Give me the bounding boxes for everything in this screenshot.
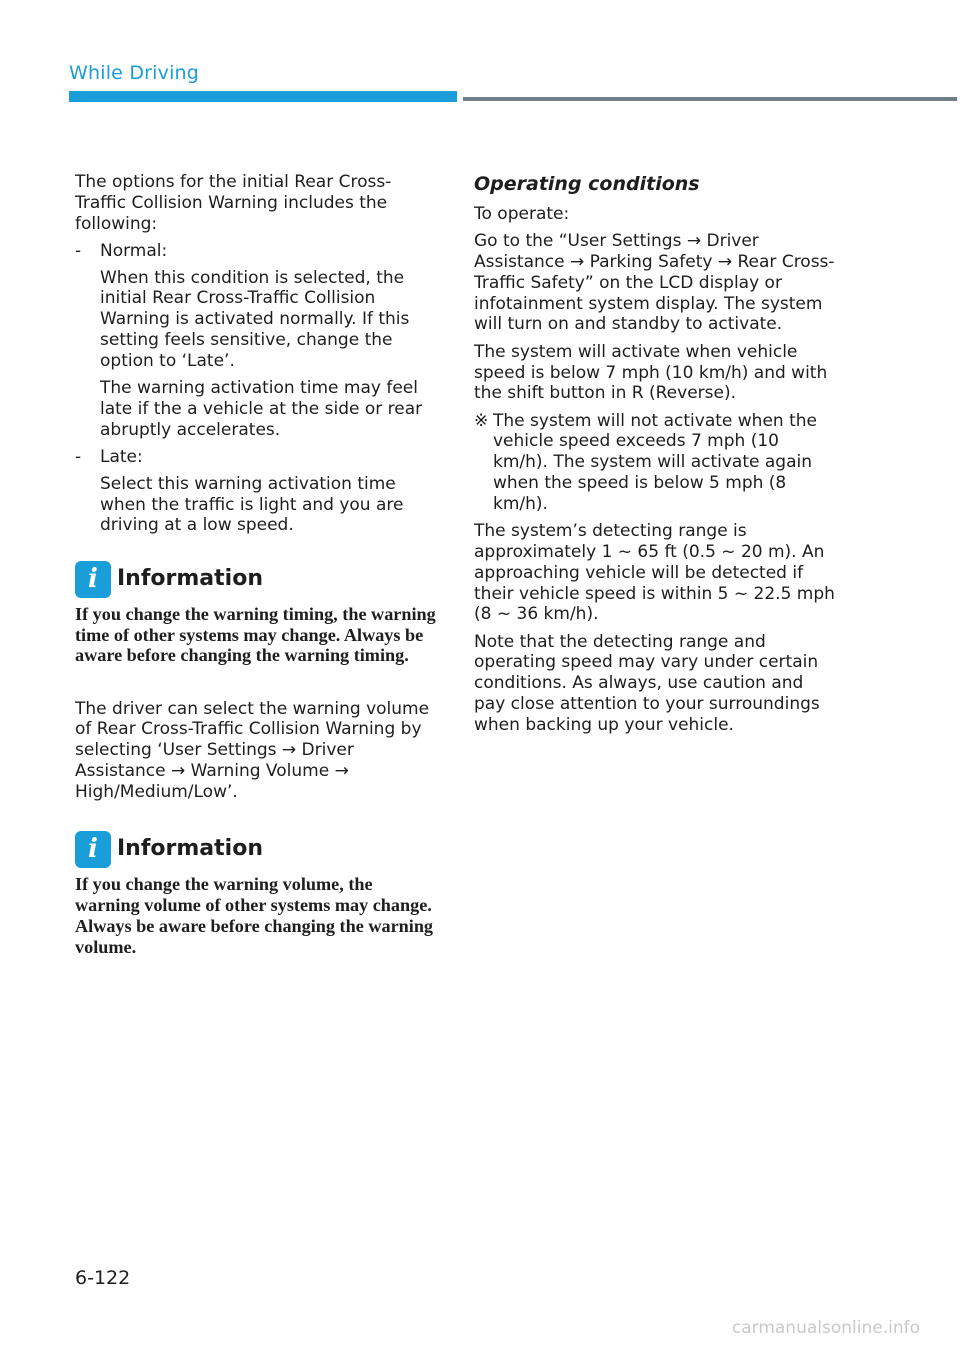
information-body: If you change the warning timing, the warning time of other systems may change. Always be aware before changing the warning timing. [75, 603, 436, 666]
dash-bullet: - [75, 240, 82, 261]
information-label: Information [117, 836, 263, 862]
header-accent-rule [69, 91, 457, 102]
watermark: carmanualsonline.info [731, 1318, 920, 1338]
page-number: 6-122 [75, 1267, 131, 1289]
right-column [474, 172, 839, 742]
operating-conditions-heading: Operating conditions [474, 173, 700, 195]
option-label: Normal: [100, 240, 168, 261]
paragraph: To operate: [474, 204, 570, 224]
information-heading [75, 831, 440, 868]
header-divider-rule [463, 97, 957, 101]
note-mark-icon: ※ [474, 410, 489, 431]
information-icon: i [75, 831, 111, 868]
option-description: Select this warning activation time when the traffic is light and you are driving at a low speed. [100, 473, 404, 536]
option-item-normal [75, 241, 440, 262]
information-icon: i [75, 561, 111, 598]
note-text: The system will not activate when the vehicle speed exceeds 7 mph (10 km/h). The system will activate again when the speed is below 5 mph (8 km/h). [493, 410, 817, 514]
volume-paragraph: The driver can select the warning volume of Rear Cross-Traffic Collision Warning by selecting ‘User Settings → Driver Assistance → Warning Volume → High/Medium/Low’. [75, 698, 430, 802]
information-body: If you change the warning volume, the warning volume of other systems may change. Always be aware before changing the warning volume. [75, 874, 434, 957]
option-item-late [75, 447, 440, 468]
option-label: Late: [100, 447, 143, 468]
information-label: Information [117, 565, 263, 591]
paragraph: Go to the “User Settings → Driver Assistance → Parking Safety → Rear Cross-Traffic Safety” on the LCD display or infotainment system display. The system will turn on and standby to activate. [474, 231, 835, 335]
intro-paragraph: The options for the initial Rear Cross-Traffic Collision Warning includes the following: [75, 172, 392, 234]
paragraph: The system’s detecting range is approximately 1 ~ 65 ft (0.5 ~ 20 m). An approaching vehicle will be detected if their vehicle speed is within 5 ~ 22.5 mph (8 ~ 36 km/h). [474, 521, 835, 625]
left-column [75, 172, 440, 964]
option-description: The warning activation time may feel late if the a vehicle at the side or rear abruptly accelerates. [100, 378, 423, 440]
dash-bullet: - [75, 447, 82, 468]
information-heading [75, 561, 440, 598]
section-title: While Driving [69, 62, 200, 84]
option-description: When this condition is selected, the initial Rear Cross-Traffic Collision Warning is activated normally. If this setting feels sensitive, change the option to ‘Late’. [100, 267, 410, 371]
paragraph: Note that the detecting range and operating speed may vary under certain conditions. As always, use caution and pay close attention to your surroundings when backing up your vehicle. [474, 631, 820, 735]
paragraph: The system will activate when vehicle speed is below 7 mph (10 km/h) and with the shift button in R (Reverse). [474, 341, 828, 404]
note [474, 411, 839, 515]
